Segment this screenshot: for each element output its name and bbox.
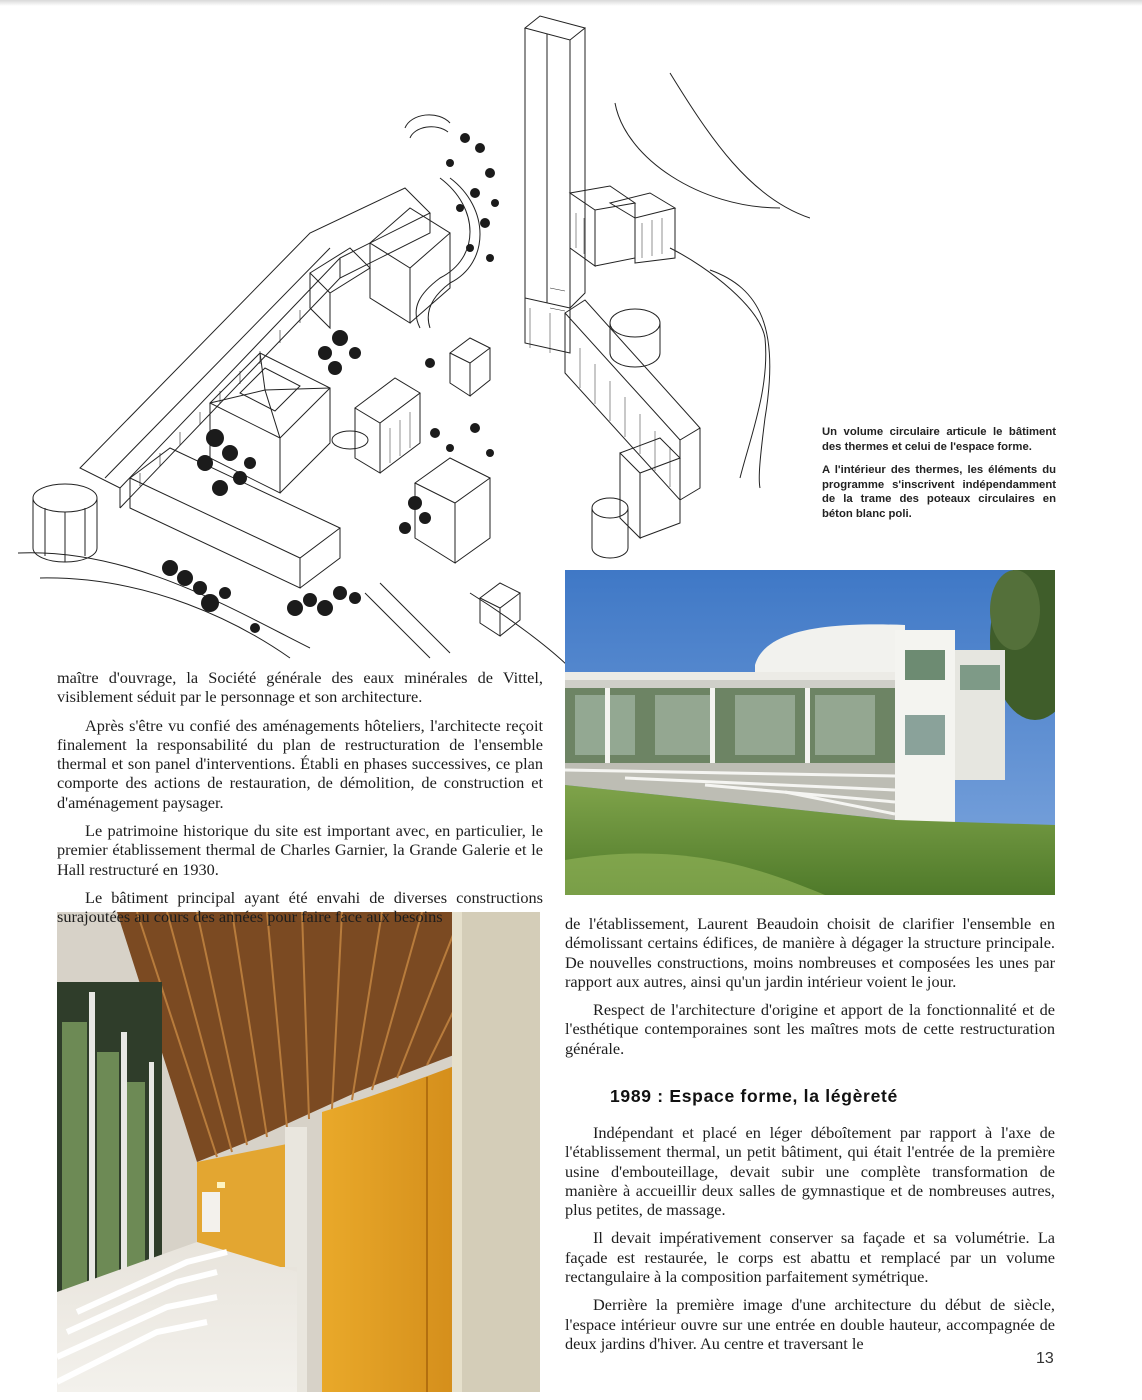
body-column-right-top [565,914,1055,1067]
figure-caption [822,425,1056,531]
paragraph: de l'établissement, Laurent Beaudoin choisit de clarifier l'ensemble en démolissant certains édifices, de manière à dégager la structure principale. De nouvelles constructions, moins nombreuses et composées les unes par rapport aux autres, ainsi qu'un jardin intérieur voient le jour. [565,914,1055,991]
page-top-edge [0,0,1142,6]
exterior-photo [565,570,1055,895]
site-axonometric-drawing [10,8,810,668]
interior-photo [57,912,540,1392]
paragraph: Le bâtiment principal ayant été envahi de diverses constructions surajoutées au cours des années pour faire face aux besoins [57,887,543,927]
paragraph: Indépendant et placé en léger déboîtement par rapport à l'axe de l'établissement thermal, un petit bâtiment, qui était l'entrée de la première usine d'embouteillage, devait subir une complète transformation de manière à accueillir deux salles de gymnastique et de nombreuses autres, plus petites, de massage. [565,1123,1055,1220]
paragraph: Derrière la première image d'une architecture du début de siècle, l'espace intérieur ouvre sur une entrée en double hauteur, accompagnée de deux jardins d'hiver. Au centre et traversant le [565,1295,1055,1353]
caption-paragraph-2: A l'intérieur des thermes, les éléments du programme s'inscrivent indépendamment de la trame des poteaux circulaires en béton blanc poli. [822,464,1056,520]
paragraph: Après s'être vu confié des aménagements hôteliers, l'architecte reçoit finalement la responsabilité du plan de restructuration de l'ensemble thermal et son panel d'interventions. Établi en phases successives, ce plan comporte des actions de restauration, de démolition, de construction et d'aménagement paysager. [57,715,543,812]
paragraph: Respect de l'architecture d'origine et apport de la fonctionnalité et de l'esthétique contemporaines sont les maîtres mots de cette restructuration générale. [565,1000,1055,1058]
section-heading: 1989 : Espace forme, la légèreté [610,1086,898,1106]
paragraph: Le patrimoine historique du site est important avec, en particulier, le premier établissement thermal de Charles Garnier, la Grande Galerie et le Hall restructuré en 1930. [57,821,543,879]
page-number: 13 [1036,1350,1054,1367]
paragraph: maître d'ouvrage, la Société générale des eaux minérales de Vittel, visiblement séduit par le personnage et son architecture. [57,668,543,707]
caption-paragraph-1: Un volume circulaire articule le bâtiment des thermes et celui de l'espace forme. [822,426,1056,453]
paragraph: Il devait impérativement conserver sa façade et sa volumétrie. La façade est restaurée, le corps est abattu et remplacé par un volume rectangulaire à la composition parfaitement symétrique. [565,1228,1055,1287]
body-column-left [57,668,543,936]
body-column-right-bottom [565,1123,1055,1362]
